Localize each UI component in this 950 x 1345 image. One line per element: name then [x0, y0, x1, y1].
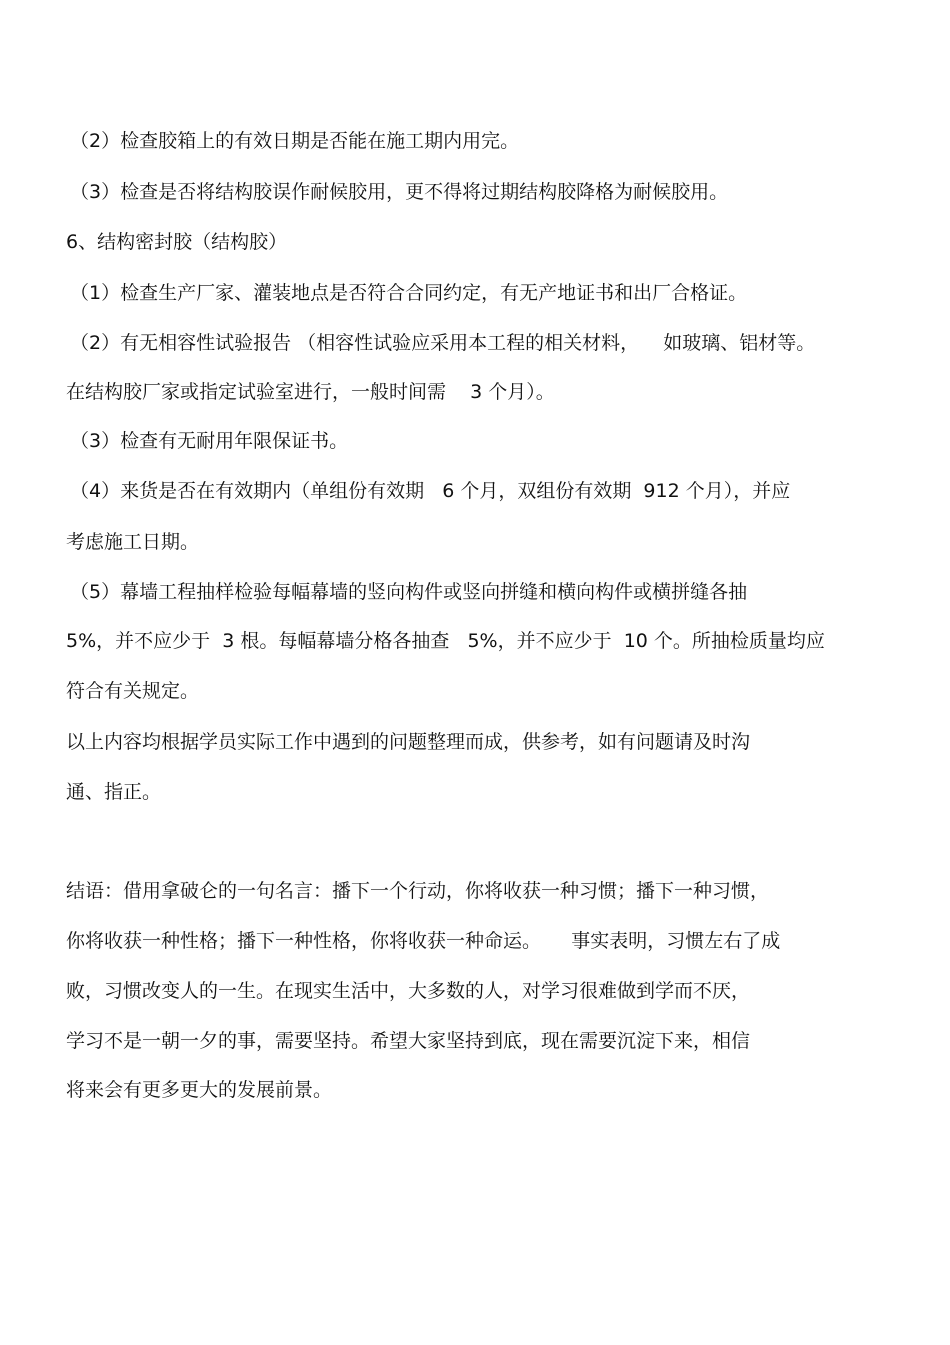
text-line: 考虑施工日期。	[66, 531, 200, 553]
text-line: （3）检查是否将结构胶误作耐候胶用，更不得将过期结构胶降格为耐候胶用。	[70, 181, 729, 203]
text-line: （4）来货是否在有效期内（单组份有效期 6 个月，双组份有效期 912 个月），并应	[70, 480, 791, 502]
section-heading: 6、结构密封胶（结构胶）	[66, 231, 288, 253]
text-line: 符合有关规定。	[66, 680, 200, 702]
text-line: 在结构胶厂家或指定试验室进行，一般时间需 3 个月）。	[66, 381, 555, 403]
text-line: （5）幕墙工程抽样检验每幅幕墙的竖向构件或竖向拼缝和横向构件或横拼缝各抽	[70, 581, 748, 603]
text-line: （1）检查生产厂家、灌装地点是否符合合同约定，有无产地证书和出厂合格证。	[70, 282, 748, 304]
conclusion-line: 学习不是一朝一夕的事，需要坚持。希望大家坚持到底，现在需要沉淀下来，相信	[66, 1030, 751, 1052]
text-line: （2）检查胶箱上的有效日期是否能在施工期内用完。	[70, 130, 520, 152]
text-line: 以上内容均根据学员实际工作中遇到的问题整理而成，供参考，如有问题请及时沟	[66, 731, 751, 753]
conclusion-line: 结语：借用拿破仑的一句名言：播下一个行动，你将收获一种习惯；播下一种习惯，	[66, 880, 770, 902]
conclusion-line: 败，习惯改变人的一生。在现实生活中，大多数的人，对学习很难做到学而不厌，	[66, 980, 751, 1002]
conclusion-line: 你将收获一种性格；播下一种性格，你将收获一种命运。 事实表明，习惯左右了成	[66, 930, 781, 952]
text-line: （3）检查有无耐用年限保证书。	[70, 430, 349, 452]
conclusion-line: 将来会有更多更大的发展前景。	[66, 1079, 333, 1101]
text-line: 5%，并不应少于 3 根。每幅幕墙分格各抽查 5%，并不应少于 10 个。所抽检质量均应	[66, 630, 825, 652]
text-line: （2）有无相容性试验报告 （相容性试验应采用本工程的相关材料， 如玻璃、铝材等。	[70, 332, 816, 354]
text-line: 通、指正。	[66, 781, 162, 803]
